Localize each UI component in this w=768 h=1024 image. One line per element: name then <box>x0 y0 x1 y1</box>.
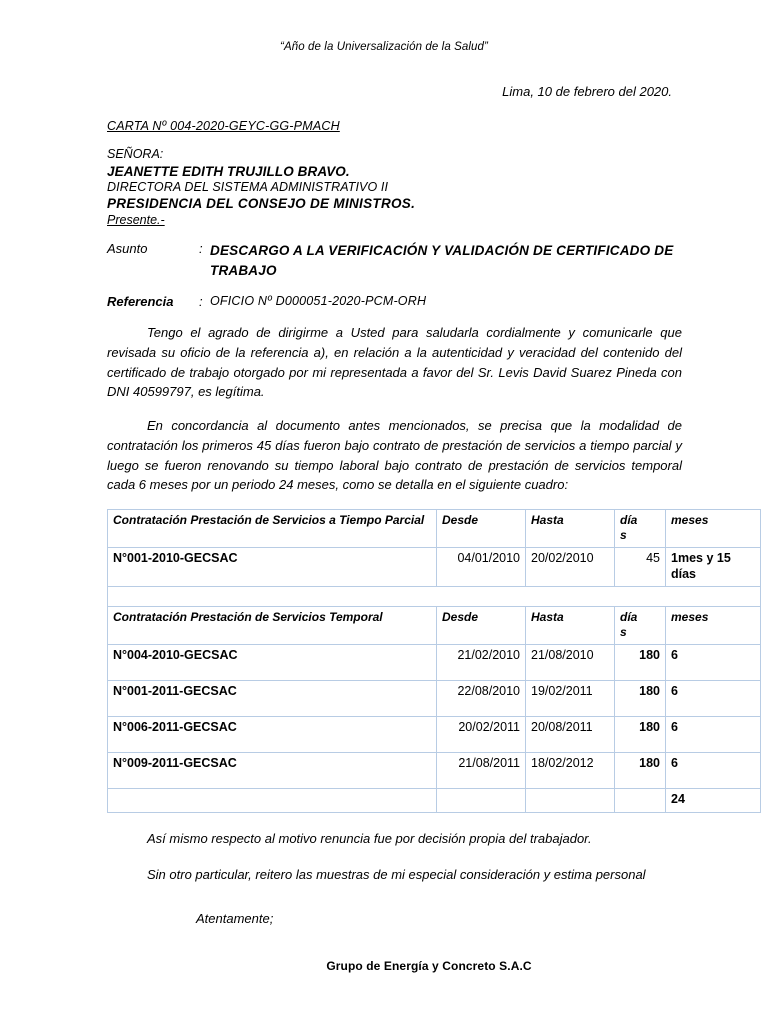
cell-contract: N°009-2011-GECSAC <box>108 753 437 789</box>
closing-block <box>107 829 682 885</box>
table-header-dias: día s <box>615 510 666 548</box>
addressee-name: JEANETTE EDITH TRUJILLO BRAVO. <box>107 164 350 179</box>
table-total-row <box>108 789 761 813</box>
table-row <box>108 548 761 587</box>
cell-meses: 6 <box>666 753 761 789</box>
letter-number: CARTA Nº 004-2020-GEYC-GG-PMACH <box>107 119 340 133</box>
table-header-meses: meses <box>666 607 761 645</box>
table-header-description: Contratación Prestación de Servicios a Tiempo Parcial <box>108 510 437 548</box>
document-motto: “Año de la Universalización de la Salud” <box>280 41 488 53</box>
cell-meses: 6 <box>666 645 761 681</box>
table-spacer-cell <box>108 587 761 607</box>
cell-contract: N°004-2010-GECSAC <box>108 645 437 681</box>
cell-contract: N°001-2010-GECSAC <box>108 548 437 587</box>
cell-desde: 20/02/2011 <box>437 717 526 753</box>
cell-meses-total: 24 <box>666 789 761 813</box>
cell-contract: N°006-2011-GECSAC <box>108 717 437 753</box>
table-spacer-row <box>108 587 761 607</box>
cell-dias: 45 <box>615 548 666 587</box>
cell-hasta: 20/08/2011 <box>526 717 615 753</box>
cell-hasta: 20/02/2010 <box>526 548 615 587</box>
cell-meses: 6 <box>666 681 761 717</box>
cell-dias: 180 <box>615 717 666 753</box>
sign-off: Atentamente; <box>196 910 274 926</box>
table-header-description: Contratación Prestación de Servicios Temporal <box>108 607 437 645</box>
subject-value: DESCARGO A LA VERIFICACIÓN Y VALIDACIÓN DE CERTIFICADO DE TRABAJO <box>210 243 674 278</box>
cell-dias: 180 <box>615 681 666 717</box>
letterhead-block <box>107 119 682 495</box>
reference-row <box>107 294 682 309</box>
cell-dias: 180 <box>615 753 666 789</box>
cell-hasta: 18/02/2012 <box>526 753 615 789</box>
table-row <box>108 753 761 789</box>
table-header-dias: día s <box>615 607 666 645</box>
subject-colon: : <box>199 241 203 256</box>
reference-label: Referencia <box>107 294 174 310</box>
body-paragraph-1: Tengo el agrado de dirigirme a Usted para saludarla cordialmente y comunicarle que revisada su oficio de la referencia a), en relación a la autenticidad y veracidad del contenido del certificado de trabajo otorgado por mi representada a favor del Sr. Levis David Suarez Pineda con DNI 40599797, es legítima. <box>107 325 682 400</box>
subject-row <box>107 241 682 280</box>
table-header-row <box>108 510 761 548</box>
contracts-table <box>107 509 761 813</box>
table-header-desde: Desde <box>437 510 526 548</box>
table-row <box>108 681 761 717</box>
table-header-hasta: Hasta <box>526 607 615 645</box>
date-line: Lima, 10 de febrero del 2020. <box>502 84 672 99</box>
body-paragraph-2: En concordancia al documento antes mencionados, se precisa que la modalidad de contratación los primeros 45 días fueron bajo contrato de prestación de servicios a tiempo parcial y luego se fueron renovando su tiempo laboral bajo contrato de prestación de servicios temporal cada 6 meses por un periodo 24 meses, como se detalla en el siguiente cuadro: <box>107 418 682 493</box>
cell-contract: N°001-2011-GECSAC <box>108 681 437 717</box>
table-row <box>108 645 761 681</box>
cell-hasta: 21/08/2010 <box>526 645 615 681</box>
cell-desde: 21/02/2010 <box>437 645 526 681</box>
table-header-hasta: Hasta <box>526 510 615 548</box>
contracts-table-wrap <box>107 509 731 813</box>
cell-desde-total <box>437 789 526 813</box>
cell-desde: 22/08/2010 <box>437 681 526 717</box>
table-header-meses: meses <box>666 510 761 548</box>
cell-desde: 21/08/2011 <box>437 753 526 789</box>
cell-dias: 180 <box>615 645 666 681</box>
cell-meses: 6 <box>666 717 761 753</box>
table-header-desde: Desde <box>437 607 526 645</box>
closing-paragraph-2: Sin otro particular, reitero las muestras de mi especial consideración y estima personal <box>147 866 646 882</box>
table-header-row <box>108 607 761 645</box>
company-name: Grupo de Energía y Concreto S.A.C <box>326 958 532 973</box>
closing-paragraph-1: Así mismo respecto al motivo renuncia fue por decisión propia del trabajador. <box>147 831 592 846</box>
reference-value: OFICIO Nº D000051-2020-PCM-ORH <box>210 294 427 309</box>
table-row <box>108 717 761 753</box>
cell-hasta: 19/02/2011 <box>526 681 615 717</box>
cell-contract-total <box>108 789 437 813</box>
cell-meses: 1mes y 15 días <box>666 548 761 587</box>
addressee-organization: PRESIDENCIA DEL CONSEJO DE MINISTROS. <box>107 196 416 211</box>
subject-label: Asunto <box>107 241 148 256</box>
reference-colon: : <box>199 294 203 310</box>
cell-dias-total <box>615 789 666 813</box>
addressee-presente: Presente.- <box>107 213 165 227</box>
cell-hasta-total <box>526 789 615 813</box>
addressee-salutation: SEÑORA: <box>107 147 164 161</box>
cell-desde: 04/01/2010 <box>437 548 526 587</box>
addressee-role: DIRECTORA DEL SISTEMA ADMINISTRATIVO II <box>107 180 389 194</box>
